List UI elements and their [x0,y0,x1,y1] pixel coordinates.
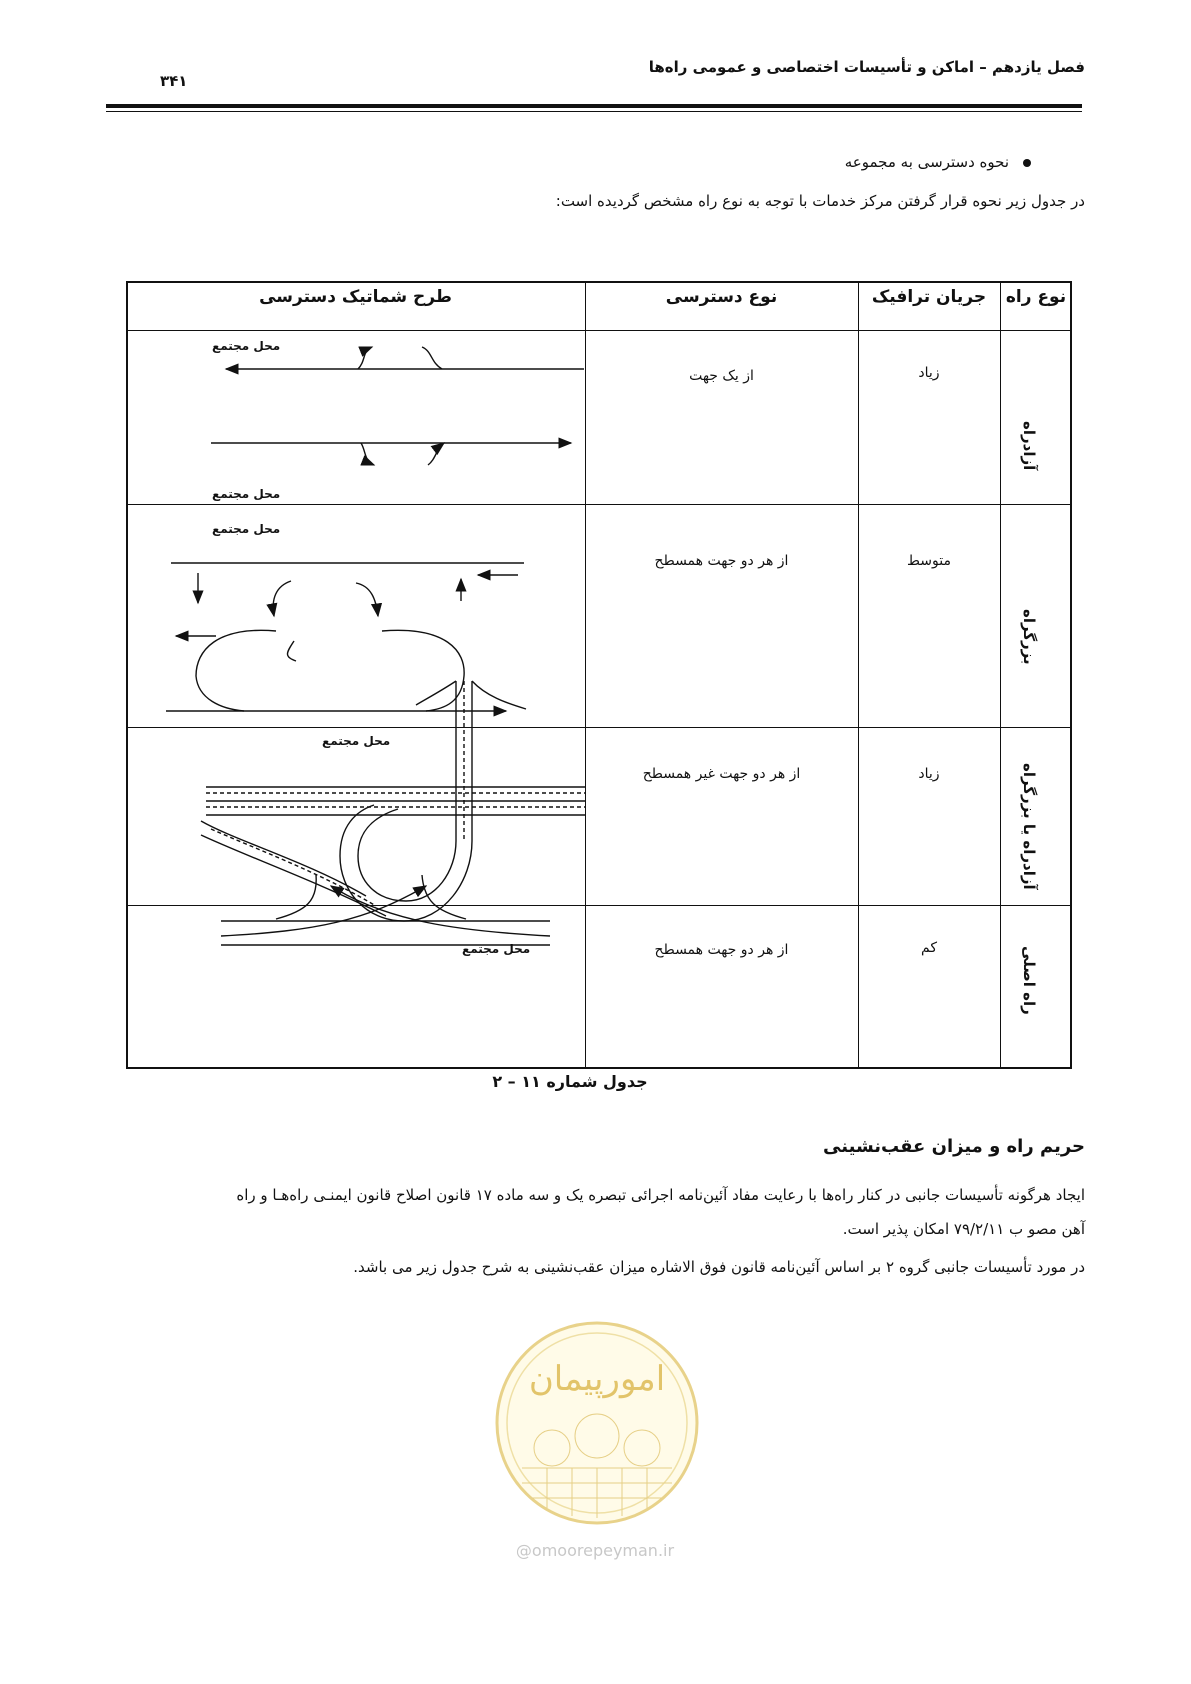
schematic-interchange [201,681,586,921]
intro-paragraph: در جدول زیر نحوه قرار گرفتن مرکز خدمات با توجه به نوع راه مشخص گردیده است: [555,192,1085,210]
diagram-label: محل مجتمع [212,339,281,353]
access-type-cell: از هر دو جهت همسطح [654,942,789,958]
access-schematics [126,281,586,1069]
section-title: حریم راه و میزان عقب‌نشینی [823,1136,1085,1157]
paragraph: در مورد تأسیسات جانبی گروه ۲ بر اساس آئین‌نامه قانون فوق الاشاره میزان عقب‌نشینی به شرح جدول زیر می باشد. [353,1258,1085,1276]
page-number: ۳۴۱ [160,72,188,90]
page-header-title: فصل یازدهم – اماکن و تأسیسات اختصاصی و عمومی راه‌ها [648,58,1085,76]
schematic-main-road [221,875,550,945]
diagram-label: محل مجتمع [212,487,281,501]
watermark-logo [492,1318,702,1528]
diagram-label: محل مجتمع [212,522,281,536]
diagram-label: محل مجتمع [462,942,531,956]
bullet-item [845,153,1031,171]
traffic-flow-cell: زیاد [918,766,940,782]
road-type-freeway-or-expressway: آزادراه یا بزرگراه [1020,763,1038,890]
schematic-expressway [166,563,524,711]
road-type-freeway: آزادراه [1020,420,1038,470]
access-type-cell: از یک جهت [689,368,754,384]
paragraph-line: ایجاد هرگونه تأسیسات جانبی در کنار راه‌ها با رعایت مفاد آئین‌نامه اجرائی تبصره یک و سه ماده ۱۷ قانون اصلاح قانون ایمنـی راه‌هـا و راه [236,1186,1085,1204]
road-type-main-road: راه اصلی [1020,946,1038,1015]
bullet-icon [1023,159,1031,167]
schematic-freeway [211,347,584,465]
header-schematic: طرح شماتیک دسترسی [259,287,452,307]
watermark-url: @omoorepeyman.ir [515,1541,675,1560]
watermark-logo-text: امورپیمان [528,1359,666,1399]
traffic-flow-cell: کم [921,940,937,956]
header-access-type: نوع دسترسی [665,287,778,307]
header-traffic-flow: جریان ترافیک [871,287,987,307]
table-caption: جدول شماره ۱۱ – ۲ [492,1072,648,1091]
traffic-flow-cell: زیاد [918,365,940,381]
header-road-type: نوع راه [1005,287,1067,307]
header-rule [106,104,1082,108]
access-type-cell: از هر دو جهت همسطح [654,553,789,569]
header-rule-thin [106,111,1082,112]
road-type-expressway: بزرگراه [1020,609,1038,665]
bullet-text: نحوه دسترسی به مجموعه [844,153,1009,171]
traffic-flow-cell: متوسط [907,553,951,569]
access-type-cell: از هر دو جهت غیر همسطح [642,766,801,782]
paragraph-line: آهن مصو ب ۷۹/۲/۱۱ امکان پذیر است. [842,1220,1085,1238]
column-divider [1000,281,1001,1069]
diagram-label: محل مجتمع [322,734,391,748]
